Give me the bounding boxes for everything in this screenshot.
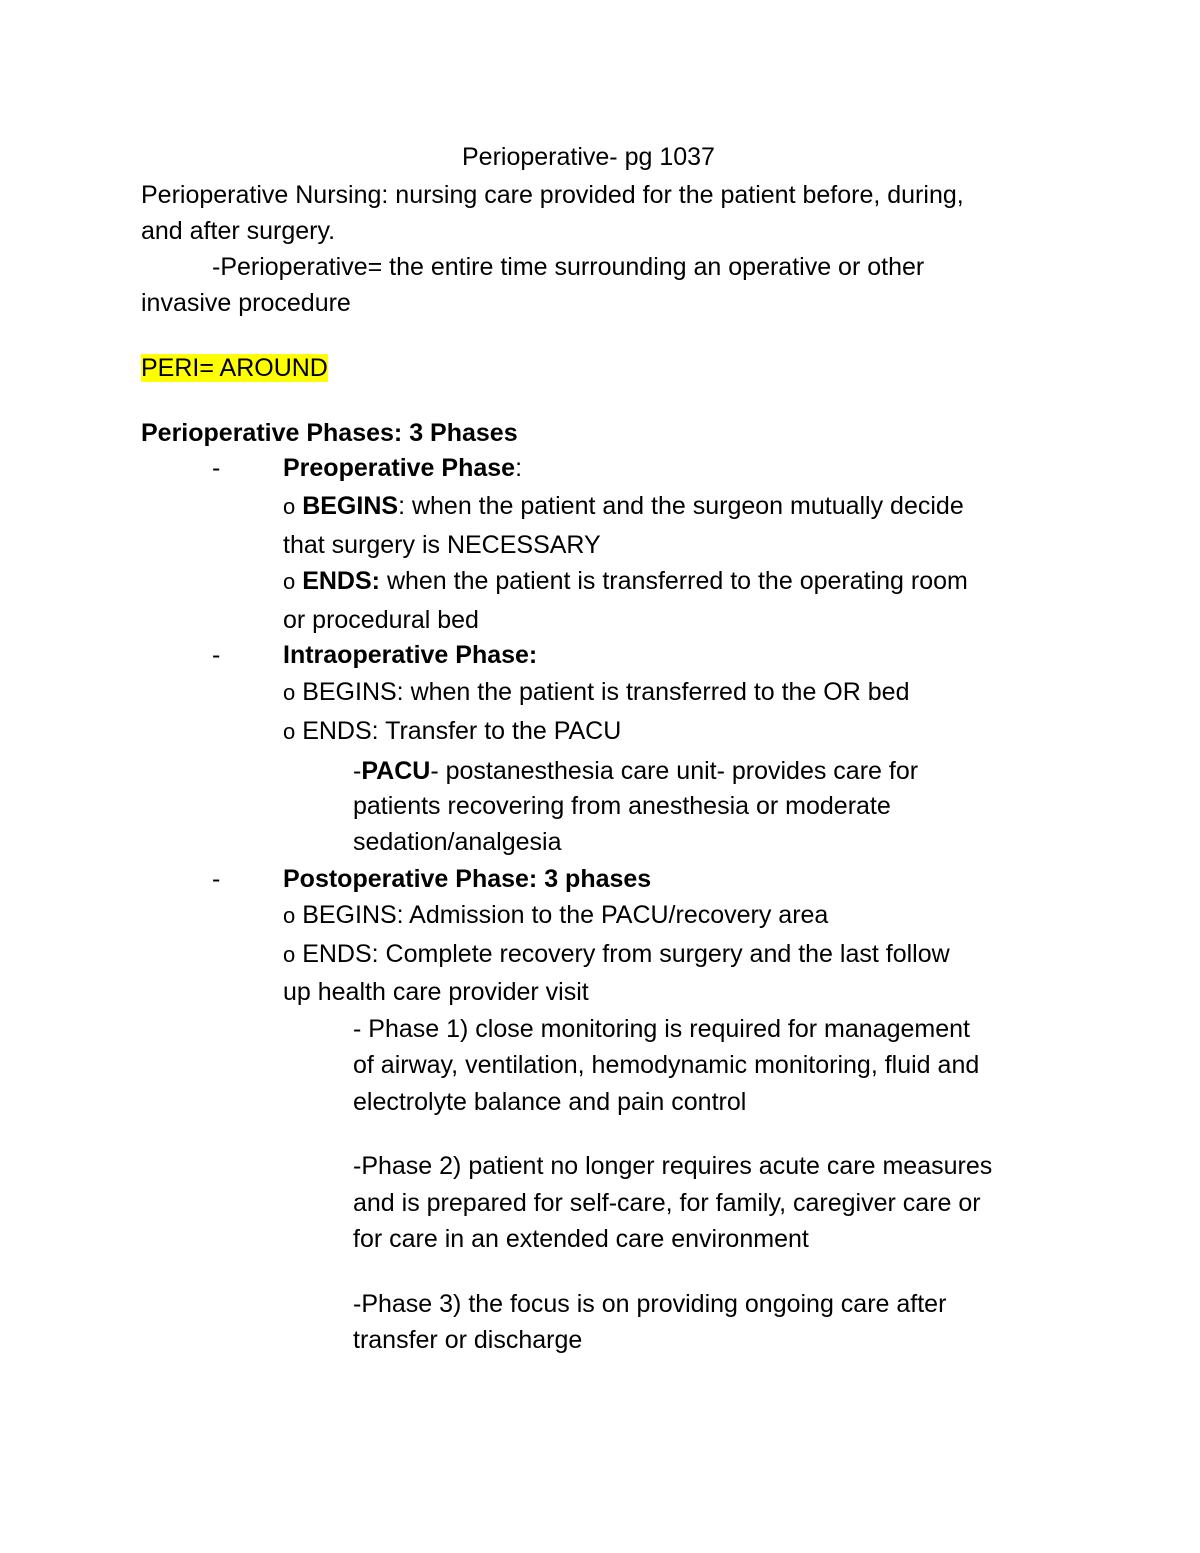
preop-heading-colon: : xyxy=(515,454,523,482)
preop-ends xyxy=(283,566,968,597)
preop-ends-cont: or procedural bed xyxy=(283,606,479,634)
phase1-line-3: electrolyte balance and pain control xyxy=(353,1088,747,1116)
postop-begins xyxy=(283,900,828,931)
circle-bullet-icon: o xyxy=(283,569,296,594)
circle-bullet-icon: o xyxy=(283,494,296,519)
intraop-ends xyxy=(283,716,621,747)
begins-label: BEGINS xyxy=(302,492,399,520)
intraop-begins xyxy=(283,677,909,708)
dash-bullet: - xyxy=(212,641,221,669)
definition-sub-line-1: -Perioperative= the entire time surrounding an operative or other xyxy=(212,253,925,281)
preop-heading-wrap xyxy=(283,453,522,483)
phase3-line-2: transfer or discharge xyxy=(353,1326,583,1354)
postop-begins-text: BEGINS: Admission to the PACU/recovery area xyxy=(302,901,829,929)
phase2-line-3: for care in an extended care environment xyxy=(353,1225,809,1253)
phase2-line-1: -Phase 2) patient no longer requires acute care measures xyxy=(353,1152,993,1180)
begins-text: : when the patient and the surgeon mutually decide xyxy=(398,492,964,520)
preop-heading: Preoperative Phase xyxy=(283,454,516,482)
postop-ends xyxy=(283,939,950,970)
definition-sub-line-2: invasive procedure xyxy=(141,289,351,317)
definition-line-2: and after surgery. xyxy=(141,217,336,245)
circle-bullet-icon: o xyxy=(283,719,296,744)
intraop-ends-text: ENDS: Transfer to the PACU xyxy=(302,717,622,745)
postop-ends-text: ENDS: Complete recovery from surgery and the last follow xyxy=(302,940,950,968)
intraop-heading: Intraoperative Phase: xyxy=(283,641,538,669)
pacu-label: PACU xyxy=(361,757,431,785)
intraop-begins-text: BEGINS: when the patient is transferred to the OR bed xyxy=(302,678,910,706)
ends-text: when the patient is transferred to the operating room xyxy=(380,567,968,595)
preop-begins xyxy=(283,491,964,522)
dash-bullet: - xyxy=(212,454,221,482)
preop-begins-cont: that surgery is NECESSARY xyxy=(283,531,601,559)
pacu-line-2: patients recovering from anesthesia or moderate xyxy=(353,792,891,820)
page-title: Perioperative- pg 1037 xyxy=(462,143,715,171)
phase2-line-2: and is prepared for self-care, for family, caregiver care or xyxy=(353,1189,981,1217)
pacu-dash: - xyxy=(353,757,362,785)
pacu-line-3: sedation/analgesia xyxy=(353,828,562,856)
highlight-line xyxy=(141,353,328,383)
postop-ends-cont: up health care provider visit xyxy=(283,978,589,1006)
ends-label: ENDS: xyxy=(302,567,380,595)
highlighted-text: PERI= AROUND xyxy=(141,354,328,382)
definition-line-1: Perioperative Nursing: nursing care provided for the patient before, during, xyxy=(141,181,964,209)
pacu-text: - postanesthesia care unit- provides care for xyxy=(430,757,919,785)
phase3-line-1: -Phase 3) the focus is on providing ongoing care after xyxy=(353,1290,947,1318)
dash-bullet: - xyxy=(212,865,221,893)
phases-heading: Perioperative Phases: 3 Phases xyxy=(141,419,518,447)
circle-bullet-icon: o xyxy=(283,680,296,705)
pacu-line-1 xyxy=(353,756,918,786)
phase1-line-2: of airway, ventilation, hemodynamic monitoring, fluid and xyxy=(353,1051,980,1079)
postop-heading: Postoperative Phase: 3 phases xyxy=(283,865,652,893)
circle-bullet-icon: o xyxy=(283,942,296,967)
phase1-line-1: - Phase 1) close monitoring is required for management xyxy=(353,1015,970,1043)
circle-bullet-icon: o xyxy=(283,903,296,928)
